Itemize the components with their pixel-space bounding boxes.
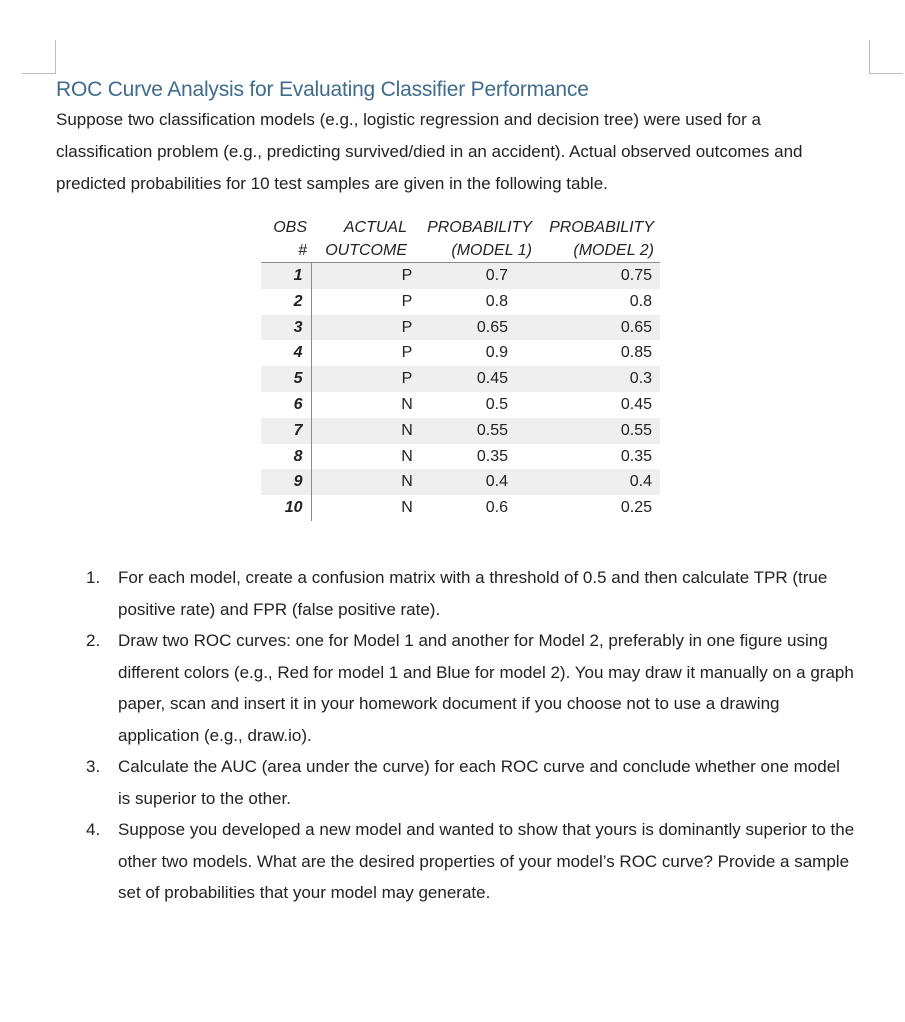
header-model1-sub: (MODEL 1) <box>415 239 536 263</box>
question-number: 3. <box>86 757 101 776</box>
observations-table <box>261 216 660 521</box>
model2-cell: 0.75 <box>536 263 660 289</box>
table-row <box>261 495 660 521</box>
header-actual: ACTUAL <box>343 219 407 236</box>
model1-cell: 0.8 <box>485 292 508 310</box>
model1-cell: 0.7 <box>415 263 536 289</box>
model2-cell: 0.4 <box>536 469 660 495</box>
model1-cell: 0.9 <box>485 344 508 362</box>
table-row <box>261 418 660 444</box>
model1-cell: 0.5 <box>485 395 508 413</box>
obs-cell: 9 <box>261 469 311 495</box>
actual-value: N <box>401 473 413 491</box>
crop-mark-top-left <box>22 73 56 74</box>
obs-cell: 1 <box>261 263 311 289</box>
question-text: Suppose you developed a new model and wanted to show that yours is dominantly superior to the other two models. What are the desired properties of your model’s ROC curve? Provide a sample set of probabilities that your model may generate. <box>118 820 855 902</box>
obs-cell: 8 <box>261 444 311 470</box>
actual-cell <box>311 289 415 315</box>
document-title: ROC Curve Analysis for Evaluating Classifier Performance <box>56 78 589 101</box>
header-model2: PROBABILITY <box>549 219 654 236</box>
crop-mark-top-right <box>869 40 870 73</box>
actual-cell <box>311 392 415 418</box>
table-row <box>261 263 660 289</box>
model2-cell: 0.8 <box>629 292 652 310</box>
actual-value: P <box>401 292 413 310</box>
table-row <box>261 315 660 341</box>
table-row <box>261 469 660 495</box>
actual-cell <box>311 315 415 341</box>
model2-cell: 0.85 <box>620 344 652 362</box>
list-item <box>56 562 856 625</box>
question-number: 1. <box>86 568 101 587</box>
actual-cell <box>311 418 415 444</box>
table-header-row <box>261 239 660 263</box>
model1-cell: 0.55 <box>415 418 536 444</box>
actual-cell <box>311 444 415 470</box>
crop-mark-top-right <box>869 73 903 74</box>
model2-cell: 0.45 <box>620 395 652 413</box>
model2-cell: 0.35 <box>620 447 652 465</box>
header-model1: PROBABILITY <box>427 219 532 236</box>
list-item <box>56 751 856 814</box>
actual-cell <box>311 495 415 521</box>
list-item <box>56 625 856 751</box>
obs-cell: 5 <box>261 366 311 392</box>
model1-cell: 0.6 <box>485 499 508 517</box>
table-row <box>261 289 660 315</box>
model1-cell: 0.45 <box>415 366 536 392</box>
actual-value: N <box>401 395 413 413</box>
header-obs-sub: # <box>261 239 311 263</box>
question-text: Draw two ROC curves: one for Model 1 and another for Model 2, preferably in one figure using different colors (e.g., Red for model 1 and Blue for model 2). You may draw it manually on a graph paper, scan and insert it in your homework document if you choose not to use a drawing application (e.g., draw.io). <box>118 631 854 745</box>
actual-cell <box>311 263 415 289</box>
actual-cell <box>311 469 415 495</box>
obs-cell: 4 <box>261 340 311 366</box>
header-obs: OBS <box>273 219 307 236</box>
actual-value: P <box>401 344 413 362</box>
question-text: Calculate the AUC (area under the curve) for each ROC curve and conclude whether one model is superior to the other. <box>118 757 840 808</box>
question-number: 2. <box>86 631 101 650</box>
header-actual-sub: OUTCOME <box>311 239 415 263</box>
model1-cell: 0.4 <box>415 469 536 495</box>
header-model2-sub: (MODEL 2) <box>536 239 660 263</box>
actual-value: N <box>401 447 413 465</box>
table-row <box>261 366 660 392</box>
table-row <box>261 392 660 418</box>
obs-cell: 2 <box>261 289 311 315</box>
table-row <box>261 444 660 470</box>
model2-cell: 0.25 <box>620 499 652 517</box>
list-item <box>56 814 856 909</box>
model2-cell: 0.55 <box>536 418 660 444</box>
model1-cell: 0.65 <box>415 315 536 341</box>
obs-cell: 10 <box>261 495 311 521</box>
table-header-row <box>261 216 660 239</box>
obs-cell: 3 <box>261 315 311 341</box>
model1-cell: 0.35 <box>476 447 508 465</box>
model2-cell: 0.65 <box>536 315 660 341</box>
question-number: 4. <box>86 820 101 839</box>
intro-paragraph: Suppose two classification models (e.g., logistic regression and decision tree) were used for a classification problem (e.g., predicting survived/died in an accident). Actual observed outcomes and predicted probabilities for 10 test samples are given in the following table. <box>56 110 803 193</box>
table-row <box>261 340 660 366</box>
actual-value: P <box>401 318 413 336</box>
actual-cell <box>311 366 415 392</box>
crop-mark-top-left <box>55 40 56 73</box>
model2-cell: 0.3 <box>536 366 660 392</box>
actual-value: P <box>401 267 413 284</box>
actual-value: P <box>401 370 413 388</box>
actual-value: N <box>401 421 413 439</box>
obs-cell: 6 <box>261 392 311 418</box>
obs-cell: 7 <box>261 418 311 444</box>
actual-value: N <box>401 499 413 517</box>
question-text: For each model, create a confusion matrix with a threshold of 0.5 and then calculate TPR (true positive rate) and FPR (false positive rate). <box>118 568 828 619</box>
actual-cell <box>311 340 415 366</box>
question-list <box>56 562 856 909</box>
